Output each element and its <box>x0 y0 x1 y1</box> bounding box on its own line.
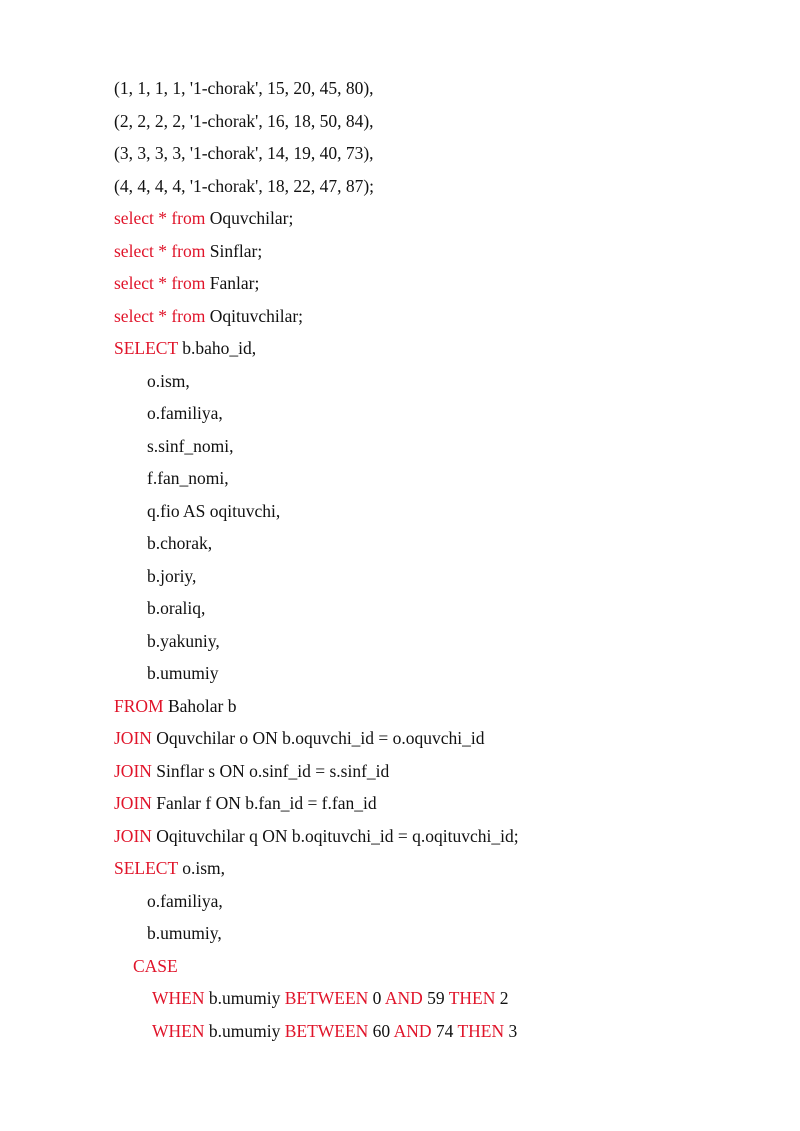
code-text: b.umumiy <box>204 988 285 1008</box>
code-text: f.fan_nomi, <box>147 468 229 488</box>
sql-keyword: BETWEEN <box>284 988 369 1008</box>
code-text: Baholar b <box>163 695 237 716</box>
code-text: 2 <box>495 988 509 1008</box>
code-text: 74 <box>431 1020 458 1041</box>
sql-keyword: SELECT <box>114 338 178 358</box>
code-text: q.fio AS oqituvchi, <box>147 500 281 521</box>
sql-keyword: JOIN <box>114 760 152 781</box>
sql-keyword: select * from <box>114 273 206 293</box>
code-text: b.umumiy <box>147 663 219 683</box>
sql-keyword: AND <box>384 988 423 1008</box>
code-line <box>114 140 754 173</box>
code-line <box>114 173 754 206</box>
code-line <box>114 1018 754 1051</box>
code-text: 60 <box>368 1020 394 1041</box>
code-line <box>114 400 754 433</box>
code-line <box>114 790 754 823</box>
code-text: (3, 3, 3, 3, '1-chorak', 14, 19, 40, 73), <box>114 143 374 163</box>
code-text: Fanlar; <box>205 273 260 293</box>
code-text: b.chorak, <box>147 533 213 553</box>
code-text: Sinflar s ON o.sinf_id = s.sinf_id <box>151 760 390 781</box>
code-text: b.umumiy, <box>147 923 222 943</box>
code-line <box>114 888 754 921</box>
sql-keyword: select * from <box>114 208 206 228</box>
sql-keyword: CASE <box>133 955 178 976</box>
sql-keyword: AND <box>393 1020 432 1041</box>
code-line <box>114 75 754 108</box>
code-line <box>114 855 754 888</box>
sql-keyword: THEN <box>448 988 496 1008</box>
sql-keyword: WHEN <box>152 1020 205 1041</box>
sql-keyword: FROM <box>114 695 164 716</box>
sql-keyword: THEN <box>457 1020 505 1041</box>
sql-keyword: WHEN <box>152 988 205 1008</box>
code-line <box>114 823 754 856</box>
code-line <box>114 660 754 693</box>
code-text: (4, 4, 4, 4, '1-chorak', 18, 22, 47, 87); <box>114 175 375 196</box>
code-text: o.ism, <box>147 370 190 391</box>
code-line <box>114 725 754 758</box>
code-text: 3 <box>504 1020 518 1041</box>
code-line <box>114 758 754 791</box>
sql-code-block <box>114 75 754 1050</box>
code-line <box>114 498 754 531</box>
code-text: o.familiya, <box>147 890 223 911</box>
code-text: b.oraliq, <box>147 598 206 618</box>
sql-keyword: select * from <box>114 305 206 326</box>
sql-keyword: JOIN <box>114 793 152 813</box>
code-text: o.ism, <box>177 858 226 878</box>
code-line <box>114 465 754 498</box>
code-text: 59 <box>422 988 449 1008</box>
code-text: Oqituvchilar q ON b.oqituvchi_id = q.oqituvchi_id; <box>151 825 519 846</box>
code-text: o.familiya, <box>147 403 223 423</box>
code-text: b.umumiy <box>204 1020 285 1041</box>
code-text: b.joriy, <box>147 565 197 586</box>
sql-keyword: BETWEEN <box>284 1020 369 1041</box>
code-line <box>114 303 754 336</box>
code-text: b.baho_id, <box>177 338 257 358</box>
code-line <box>114 368 754 401</box>
sql-keyword: select * from <box>114 240 206 261</box>
code-line <box>114 270 754 303</box>
sql-keyword: JOIN <box>114 825 152 846</box>
code-line <box>114 530 754 563</box>
code-line <box>114 238 754 271</box>
code-line <box>114 335 754 368</box>
code-text: Sinflar; <box>205 240 263 261</box>
code-line <box>114 920 754 953</box>
code-line <box>114 953 754 986</box>
code-line <box>114 628 754 661</box>
code-line <box>114 205 754 238</box>
code-line <box>114 693 754 726</box>
code-text: Oquvchilar; <box>205 208 294 228</box>
code-line <box>114 985 754 1018</box>
code-text: 0 <box>368 988 385 1008</box>
code-text: Oquvchilar o ON b.oquvchi_id = o.oquvchi_id <box>151 728 485 748</box>
code-text: (2, 2, 2, 2, '1-chorak', 16, 18, 50, 84), <box>114 110 374 131</box>
code-line <box>114 595 754 628</box>
code-text: Oqituvchilar; <box>205 305 304 326</box>
code-line <box>114 563 754 596</box>
sql-keyword: SELECT <box>114 858 178 878</box>
code-text: (1, 1, 1, 1, '1-chorak', 15, 20, 45, 80), <box>114 78 374 98</box>
code-line <box>114 433 754 466</box>
code-text: s.sinf_nomi, <box>147 435 234 456</box>
code-text: Fanlar f ON b.fan_id = f.fan_id <box>151 793 377 813</box>
code-text: b.yakuniy, <box>147 630 220 651</box>
code-line <box>114 108 754 141</box>
sql-keyword: JOIN <box>114 728 152 748</box>
